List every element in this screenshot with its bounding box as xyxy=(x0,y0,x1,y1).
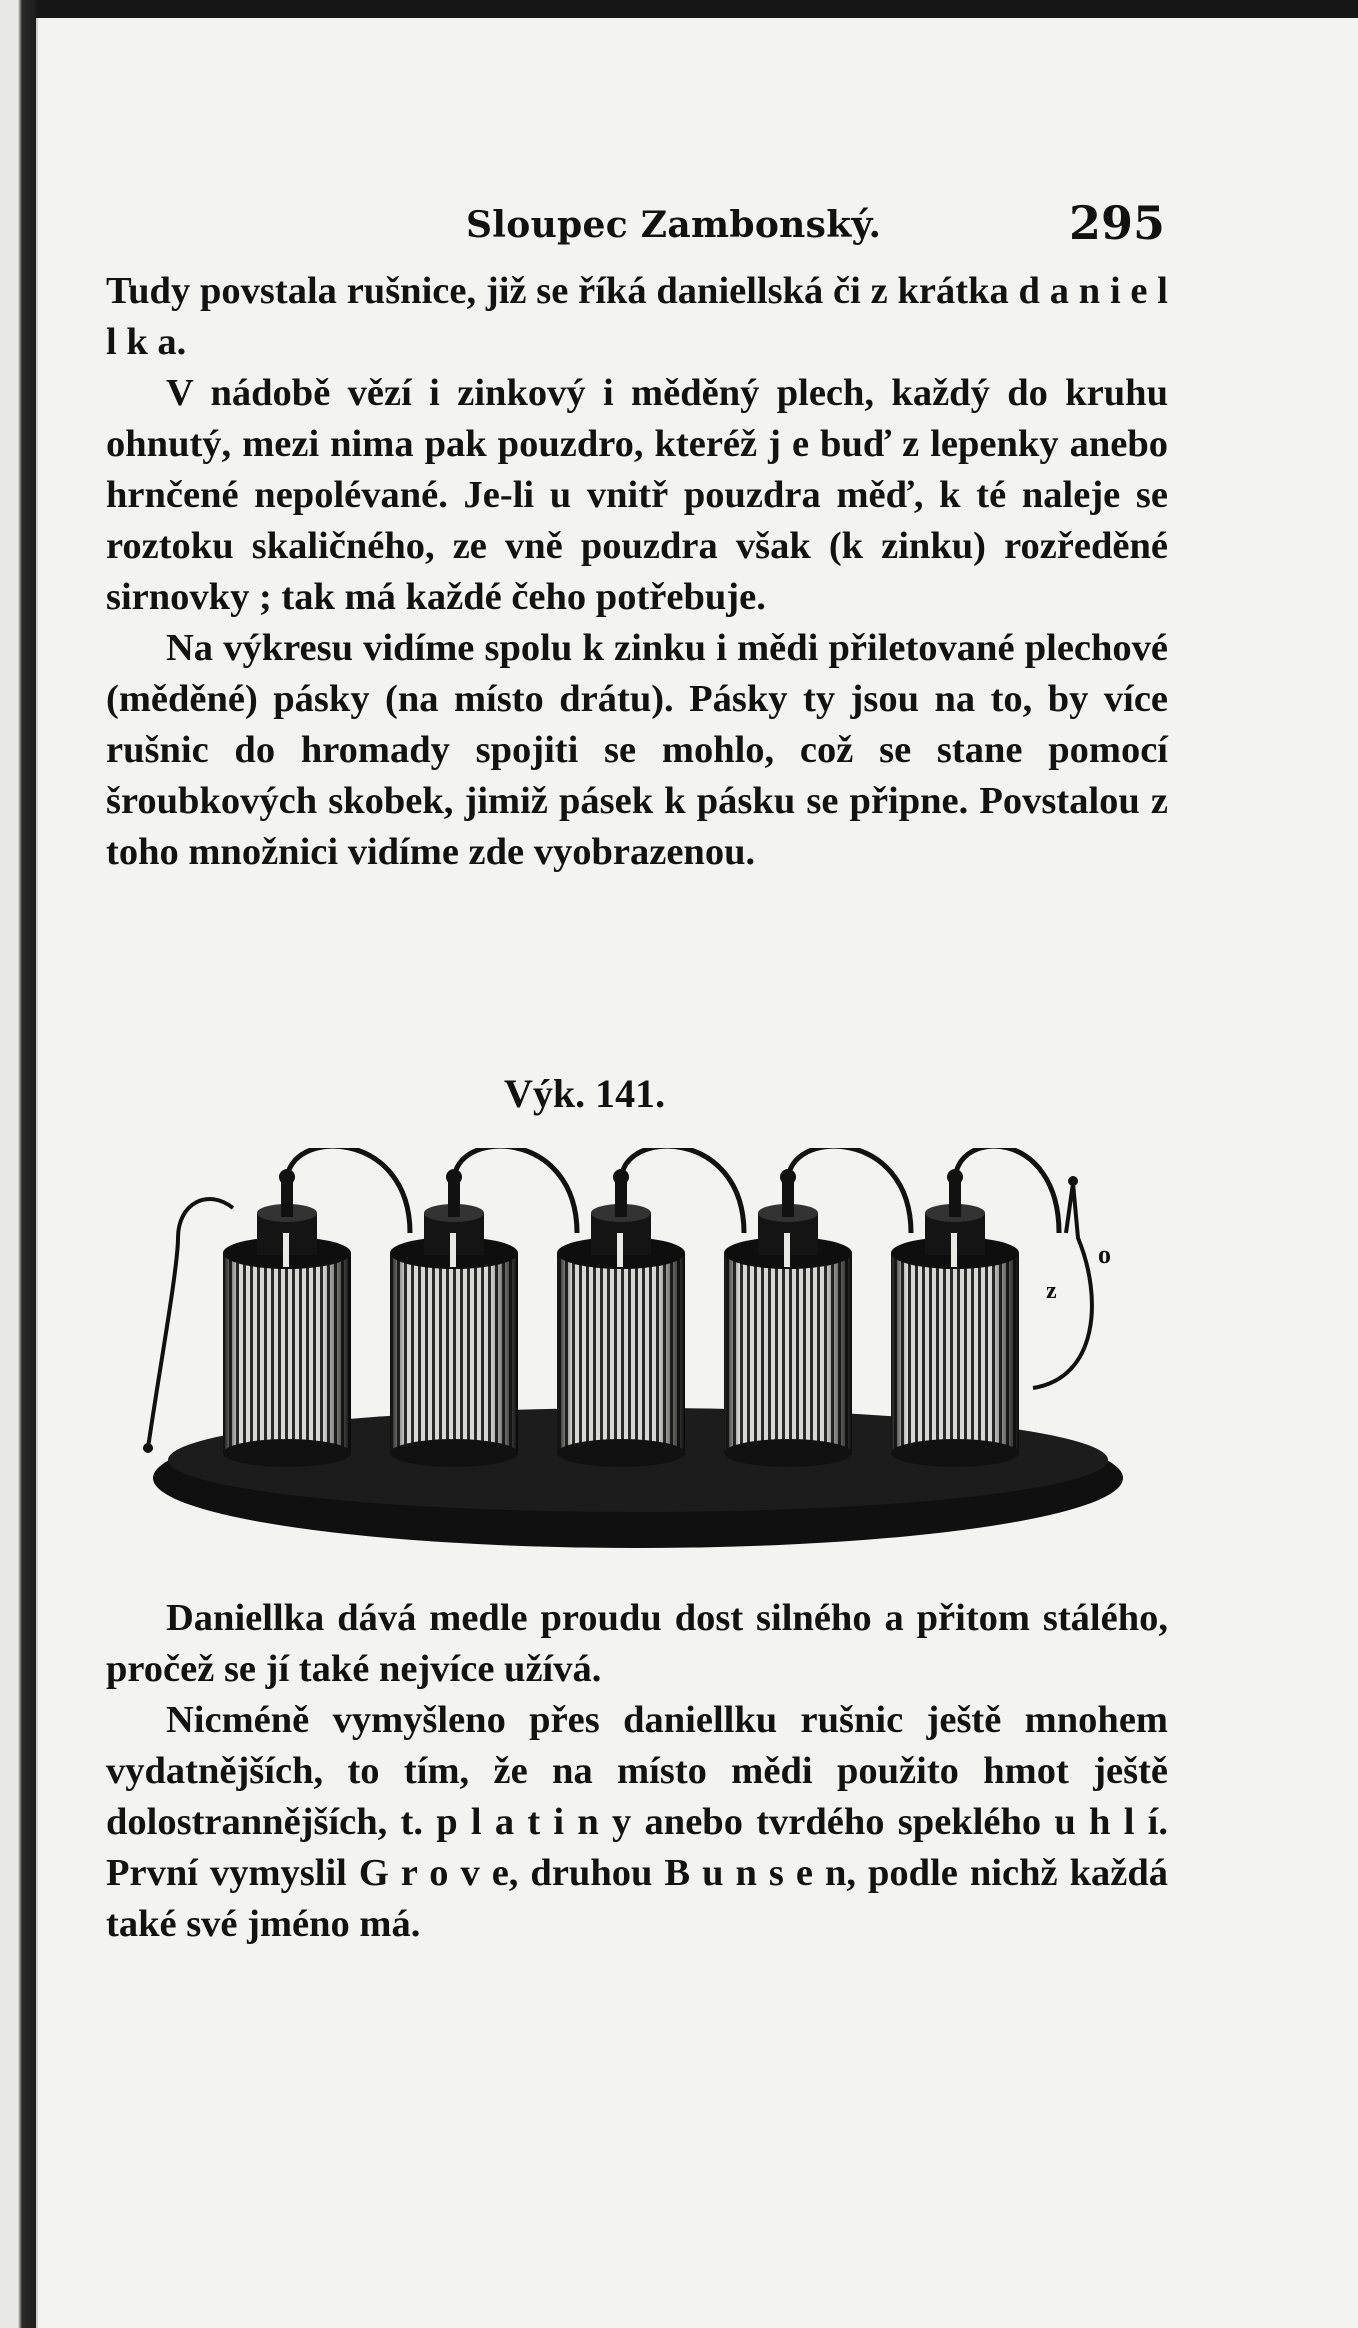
cell-clamp xyxy=(446,1169,462,1185)
cell-electrode xyxy=(448,1181,460,1217)
cell-highlight xyxy=(784,1233,790,1267)
cell-clamp xyxy=(780,1169,796,1185)
zinc-label: z xyxy=(1046,1278,1057,1304)
cell-jar-shade xyxy=(724,1253,852,1453)
cell-jar-bottom xyxy=(557,1439,685,1467)
cell-jar-shade xyxy=(891,1253,1019,1453)
cell-jar-bottom xyxy=(390,1439,518,1467)
cell-jar-shade xyxy=(223,1253,351,1453)
previous-page-edge xyxy=(0,0,36,2328)
cell-jar-bottom xyxy=(223,1439,351,1467)
battery-engraving xyxy=(138,1148,1128,1608)
cell-electrode xyxy=(615,1181,627,1217)
paragraph-3: Na výkresu vidíme spolu k zinku i mědi přiletované plechové (měděné) pásky (na místo drátu). Pásky ty jsou na to, by více rušnic do hromady spojiti se mohlo, což se stane pomocí šroubkových skobek, jimiž pásek k pásku se připne. Povstalou z toho množnici vidíme zde vyobrazenou. xyxy=(106,627,1168,873)
paragraph-5: Nicméně vymyšleno přes daniellku rušnic ještě mnohem vydatnějších, to tím, že na místo mědi použito hmot ještě dolostrannějších, t. p l a t i n y anebo tvrdého speklého u h l í. První vymyslil G r o v e, druhou B u n s e n, podle nichž každá také své jméno má. xyxy=(106,1699,1168,1945)
cell-highlight xyxy=(951,1233,957,1267)
paragraph-1: Tudy povstala rušnice, již se říká daniellská či z krátka d a n i e l l k a. xyxy=(106,270,1168,363)
page-number: 295 xyxy=(1068,196,1165,250)
cell-jar-bottom xyxy=(891,1439,1019,1467)
right-terminal-wire xyxy=(1033,1183,1092,1388)
cell-clamp xyxy=(279,1169,295,1185)
battery-cell xyxy=(891,1148,1059,1467)
cell-highlight xyxy=(283,1233,289,1267)
cell-highlight xyxy=(450,1233,456,1267)
body-text-top xyxy=(106,266,1168,878)
body-text-bottom xyxy=(106,1593,1168,1950)
paragraph-4: Daniellka dává medle proudu dost silného a přitom stálého, pročež se jí také nejvíce užívá. xyxy=(106,1597,1168,1690)
copper-label: o xyxy=(1098,1240,1111,1269)
cell-jar-shade xyxy=(390,1253,518,1453)
left-terminal-wire xyxy=(148,1199,233,1448)
cell-highlight xyxy=(617,1233,623,1267)
running-head: Sloupec Zambonský. xyxy=(466,204,882,246)
left-terminal-end xyxy=(143,1443,153,1453)
cell-electrode xyxy=(949,1181,961,1217)
figure-caption: Výk. 141. xyxy=(504,1071,666,1116)
battery-illustration xyxy=(138,1148,1128,1608)
cell-clamp xyxy=(613,1169,629,1185)
book-page xyxy=(36,18,1358,2328)
paragraph-2: V nádobě vězí i zinkový i měděný plech, každý do kruhu ohnutý, mezi nima pak pouzdro, kteréž j e buď z lepenky anebo hrnčené nepolévané. Je-li u vnitř pouzdra měď, k té naleje se roztoku skaličného, ze vně pouzdra však (k zinku) rozředěné sirnovky ; tak má každé čeho potřebuje. xyxy=(106,372,1168,618)
page-header xyxy=(38,196,1358,256)
cell-electrode xyxy=(281,1181,293,1217)
cell-jar-bottom xyxy=(724,1439,852,1467)
cell-electrode xyxy=(782,1181,794,1217)
cell-jar-shade xyxy=(557,1253,685,1453)
cell-clamp xyxy=(947,1169,963,1185)
right-terminal-end xyxy=(1068,1176,1078,1186)
